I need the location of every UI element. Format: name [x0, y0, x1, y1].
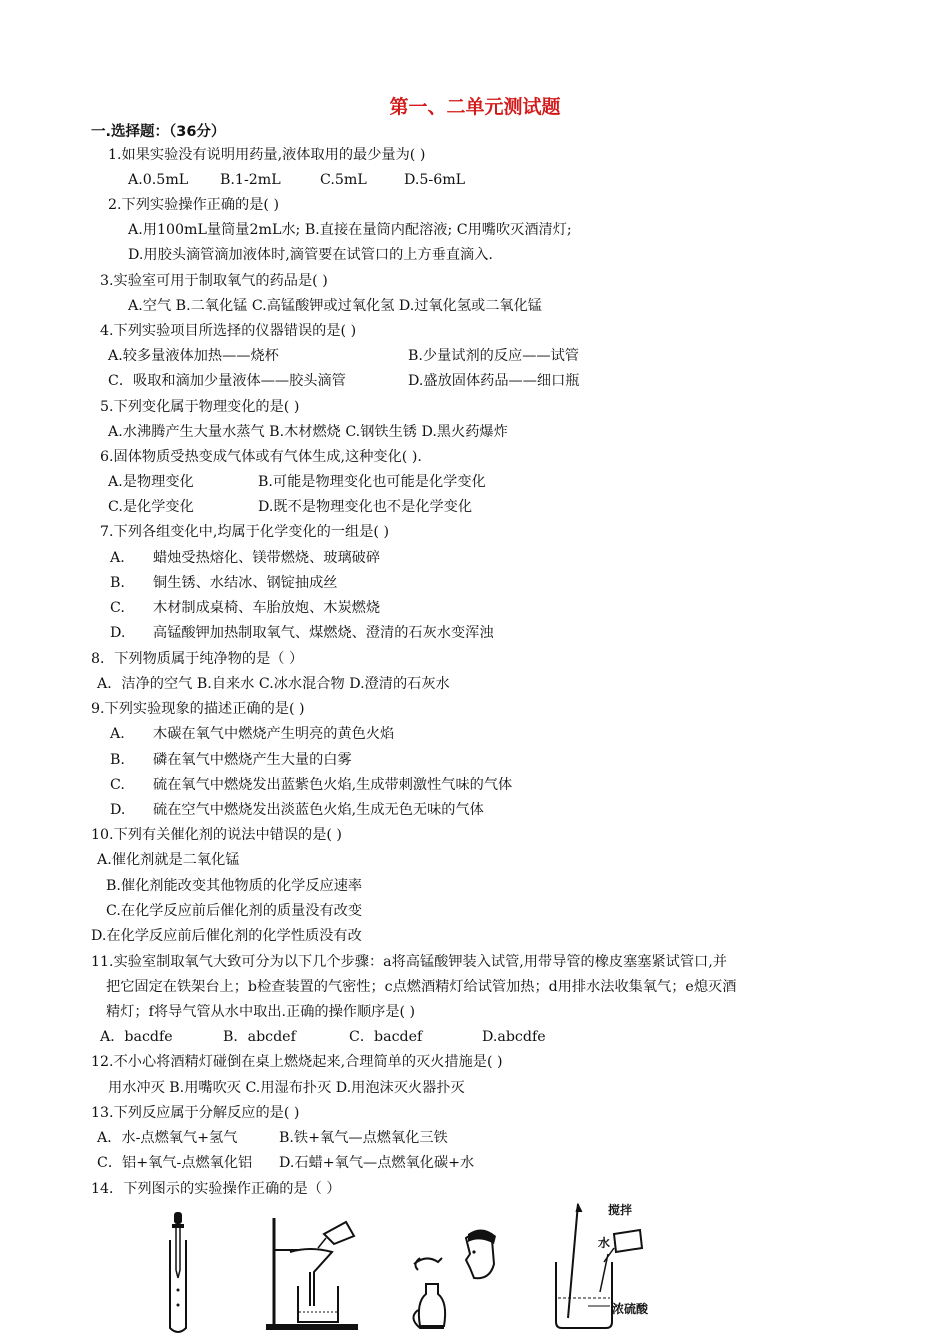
question-2-options-line1: A.用100mL量筒量2mL水; B.直接在量筒内配溶液; C用嘴吹灭酒清灯; [128, 222, 572, 238]
option-text: 硫在氧气中燃烧发出蓝紫色火焰,生成带刺激性气味的气体 [153, 777, 513, 793]
question-4-options-row1 [108, 346, 579, 366]
option-letter: A. [110, 726, 125, 742]
question-7: 7.下列各组变化中,均属于化学变化的一组是( ) [100, 524, 390, 540]
option-d: D.abcdfe [482, 1029, 546, 1045]
question-3-options: A.空气 B.二氧化锰 C.高锰酸钾或过氧化氢 D.过氧化氢或二氧化锰 [128, 298, 542, 314]
option-a: A.是物理变化 [108, 474, 194, 490]
question-10-option-b: B.催化剂能改变其他物质的化学反应速率 [106, 878, 363, 894]
question-6: 6.固体物质受热变成气体或有气体生成,这种变化( ). [100, 449, 422, 465]
question-5-options: A.水沸腾产生大量水蒸气 B.木材燃烧 C.钢铁生锈 D.黑火药爆炸 [108, 424, 508, 440]
option-c: C.是化学变化 [108, 499, 194, 515]
option-d: D.盛放固体药品——细口瓶 [408, 373, 580, 389]
option-letter: A. [110, 550, 125, 566]
page-title: 第一、二单元测试题 [389, 96, 561, 118]
question-13-options-row1 [97, 1128, 448, 1148]
option-c: C．吸取和滴加少量液体——胶头滴管 [108, 373, 346, 389]
question-10-option-d: D.在化学反应前后催化剂的化学性质没有改 [91, 928, 362, 944]
acid-label: 浓硫酸 [612, 1302, 649, 1316]
option-text: 蜡烛受热熔化、镁带燃烧、玻璃破碎 [153, 550, 381, 566]
option-b: B.少量试剂的反应——试管 [408, 348, 579, 364]
question-11-line1: 11.实验室制取氧气大致可分为以下几个步骤：a将高锰酸钾装入试管,用带导管的橡皮塞塞紧试管口,并 [91, 954, 727, 970]
option-letter: B. [110, 575, 125, 591]
option-text: 硫在空气中燃烧发出淡蓝色火焰,生成无色无味的气体 [153, 802, 484, 818]
question-7-option-c [110, 598, 380, 618]
question-8: 8．下列物质属于纯净物的是（ ） [91, 651, 304, 667]
option-text: 木碳在氧气中燃烧产生明亮的黄色火焰 [153, 726, 395, 742]
question-1: 1.如果实验没有说明用药量,液体取用的最少量为( ) [108, 147, 426, 163]
figure-dropper-test-tube [160, 1210, 200, 1335]
option-letter: C. [110, 600, 125, 616]
figure-diluting-acid [548, 1202, 668, 1332]
option-letter: C. [110, 777, 125, 793]
question-7-option-b [110, 573, 337, 593]
option-a: A．水-点燃氧气+氢气 [97, 1130, 238, 1146]
option-letter: D. [110, 802, 126, 818]
question-2: 2.下列实验操作正确的是( ) [108, 197, 279, 213]
figure-filtration-apparatus [262, 1214, 362, 1334]
question-4-options-row2 [108, 371, 579, 391]
question-4: 4.下列实验项目所选择的仪器错误的是( ) [100, 323, 357, 339]
option-text: 木材制成桌椅、车胎放炮、木炭燃烧 [153, 600, 381, 616]
option-a: A.0.5mL [128, 172, 189, 188]
question-13: 13.下列反应属于分解反应的是( ) [91, 1105, 300, 1121]
question-12: 12.不小心将酒精灯碰倒在桌上燃烧起来,合理简单的灭火措施是( ) [91, 1054, 503, 1070]
question-11-options [100, 1027, 546, 1047]
question-7-option-d [110, 623, 494, 643]
figure-smelling-gas [408, 1224, 508, 1334]
option-a: A.较多量液体加热——烧杯 [108, 348, 279, 364]
stir-label: 搅拌 [608, 1203, 633, 1217]
question-2-options-line2: D.用胶头滴管滴加液体时,滴管要在试管口的上方垂直滴入. [128, 247, 493, 263]
water-label: 水 [598, 1236, 611, 1250]
option-d: D.5-6mL [404, 172, 466, 188]
question-9-option-a [110, 724, 394, 744]
option-text: 铜生锈、水结冰、钢锭抽成丝 [153, 575, 338, 591]
option-letter: B. [110, 752, 125, 768]
question-9-option-d [110, 800, 484, 820]
question-1-options [128, 170, 465, 190]
option-b: B.可能是物理变化也可能是化学变化 [258, 474, 486, 490]
option-c: C.5mL [320, 172, 367, 188]
option-b: B．abcdef [223, 1029, 296, 1045]
question-10: 10.下列有关催化剂的说法中错误的是( ) [91, 827, 342, 843]
option-text: 磷在氧气中燃烧产生大量的白雾 [153, 752, 352, 768]
question-3: 3.实验室可用于制取氧气的药品是( ) [100, 273, 328, 289]
section-heading: 一.选择题：（36分） [91, 124, 226, 140]
question-10-option-a: A.催化剂就是二氧化锰 [97, 852, 240, 868]
question-12-options: 用水冲灭 B.用嘴吹灭 C.用湿布扑灭 D.用泡沫灭火器扑灭 [108, 1080, 465, 1096]
question-9: 9.下列实验现象的描述正确的是( ) [91, 701, 305, 717]
question-11-line2: 把它固定在铁架台上；b检查装置的气密性；c点燃酒精灯给试管加热；d用排水法收集氧气；e熄灭酒 [106, 979, 737, 995]
question-7-option-a [110, 548, 380, 568]
question-5: 5.下列变化属于物理变化的是( ) [100, 399, 300, 415]
question-11-line3: 精灯；f将导气管从水中取出.正确的操作顺序是( ) [106, 1004, 416, 1020]
option-d: D.石蜡+氧气—点燃氧化碳+水 [279, 1155, 475, 1171]
question-8-options: A．洁净的空气 B.自来水 C.冰水混合物 D.澄清的石灰水 [97, 676, 450, 692]
question-6-options-row2 [108, 497, 472, 517]
option-c: C．bacdef [349, 1029, 423, 1045]
option-b: B.1-2mL [220, 172, 281, 188]
question-10-option-c: C.在化学反应前后催化剂的质量没有改变 [106, 903, 363, 919]
question-13-options-row2 [97, 1153, 474, 1173]
option-a: A．bacdfe [100, 1029, 173, 1045]
option-text: 高锰酸钾加热制取氧气、煤燃烧、澄清的石灰水变浑浊 [153, 625, 494, 641]
question-9-option-c [110, 775, 512, 795]
option-letter: D. [110, 625, 126, 641]
question-14: 14．下列图示的实验操作正确的是（ ） [91, 1181, 341, 1197]
option-b: B.铁+氧气—点燃氧化三铁 [279, 1130, 448, 1146]
option-c: C．铝+氧气-点燃氧化铝 [97, 1155, 253, 1171]
question-9-option-b [110, 750, 352, 770]
option-d: D.既不是物理变化也不是化学变化 [258, 499, 473, 515]
question-6-options-row1 [108, 472, 486, 492]
